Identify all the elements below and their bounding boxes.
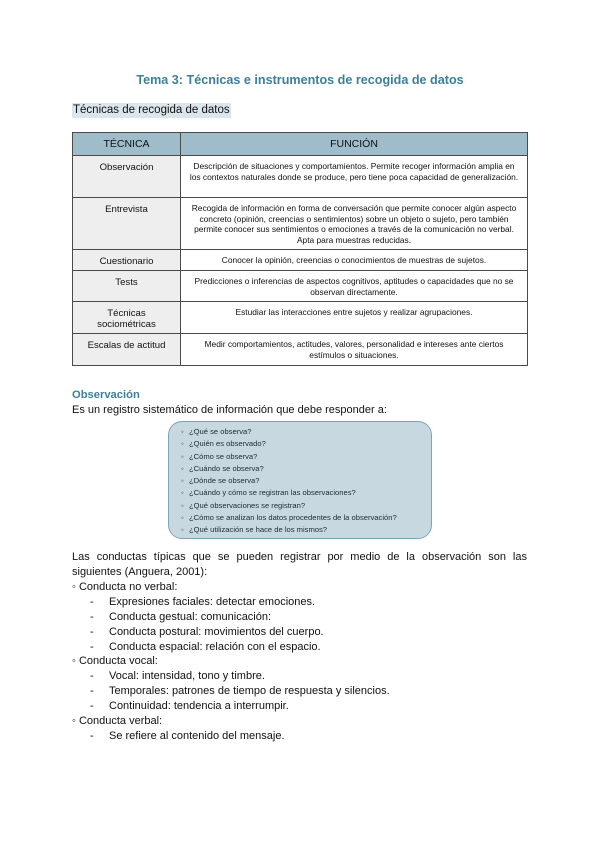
group-label: ◦ Conducta verbal:	[72, 715, 163, 728]
observacion-intro: Es un registro sistemático de información que debe responder a:	[72, 404, 387, 416]
section-subtitle: Técnicas de recogida de datos	[73, 104, 230, 116]
list-item: - Expresiones faciales: detectar emociones.	[90, 595, 316, 608]
list-item: - Temporales: patrones de tiempo de respuesta y silencios.	[90, 685, 390, 698]
table-row	[73, 156, 528, 198]
group-label: ◦ Conducta no verbal:	[72, 581, 178, 593]
bullet-icon: ◦	[181, 427, 184, 436]
page-title: Tema 3: Técnicas e instrumentos de recogida de datos	[136, 73, 464, 87]
table-row	[73, 198, 528, 250]
bullet-icon: ◦	[181, 500, 184, 510]
list-item: ◦ ¿Cómo se analizan los datos procedentes de la observación?	[181, 512, 431, 524]
cell-funcion: Estudiar las interacciones entre sujetos y realizar agrupaciones.	[181, 302, 528, 334]
table-row	[73, 334, 528, 366]
cell-tecnica: Escalas de actitud	[73, 334, 181, 366]
dash-icon: -	[90, 625, 94, 638]
dash-icon: -	[90, 700, 94, 713]
table-row	[73, 271, 528, 302]
bullet-icon: ◦	[181, 439, 184, 449]
cell-tecnica: Entrevista	[73, 198, 181, 250]
table-header-row	[73, 133, 528, 156]
list-item: ◦ ¿Qué utilización se hace de los mismos?	[181, 524, 431, 536]
dash-icon: -	[90, 729, 94, 742]
cell-funcion: Medir comportamientos, actitudes, valores, personalidad e intereses ante ciertos estímulos o situaciones.	[181, 334, 528, 366]
list-item: - Conducta postural: movimientos del cuerpo.	[90, 625, 324, 638]
list-item: ◦ ¿Qué se observa?	[181, 426, 431, 438]
bullet-icon: ◦	[181, 513, 184, 523]
list-item: ◦ ¿Cuándo y cómo se registran las observaciones?	[181, 487, 431, 499]
table-row	[73, 302, 528, 334]
list-item: - Vocal: intensidad, tono y timbre.	[90, 670, 265, 683]
list-item: - Conducta gestual: comunicación:	[90, 610, 272, 623]
dash-icon: -	[90, 640, 94, 653]
list-item: ◦ ¿Cuándo se observa?	[181, 463, 431, 475]
techniques-table	[72, 132, 528, 366]
questions-box	[168, 421, 432, 539]
list-item: ◦ ¿Qué observaciones se registran?	[181, 500, 431, 512]
header-funcion: FUNCIÓN	[181, 133, 528, 156]
cell-tecnica: Observación	[73, 156, 181, 198]
list-item: - Se refiere al contenido del mensaje.	[90, 729, 285, 742]
dash-icon: -	[90, 685, 94, 698]
cell-tecnica: Técnicas sociométricas	[73, 302, 181, 334]
dash-icon: -	[90, 610, 94, 623]
conductas-list	[72, 580, 532, 744]
cell-tecnica: Cuestionario	[73, 250, 181, 271]
list-item: - Continuidad: tendencia a interrumpir.	[90, 700, 289, 713]
cell-funcion: Predicciones o inferencias de aspectos cognitivos, aptitudes o capacidades que no se observan directamente.	[181, 271, 528, 302]
cell-tecnica: Tests	[73, 271, 181, 302]
dash-icon: -	[90, 670, 94, 683]
bullet-icon: ◦	[181, 525, 184, 535]
conductas-paragraph: Las conductas típicas que se pueden registrar por medio de la observación son las siguientes (Anguera, 2001):	[72, 551, 527, 578]
observacion-heading: Observación	[72, 389, 140, 401]
header-tecnica: TÉCNICA	[73, 133, 181, 156]
list-item: ◦ ¿Quién es observado?	[181, 438, 431, 450]
list-item: - Conducta espacial: relación con el espacio.	[90, 640, 321, 653]
dash-icon: -	[90, 595, 94, 608]
table-row	[73, 250, 528, 271]
cell-funcion: Descripción de situaciones y comportamientos. Permite recoger información amplia en los contextos naturales donde se produce, pero tiene poca capacidad de generalización.	[181, 156, 528, 198]
group-label: ◦ Conducta vocal:	[72, 655, 158, 668]
bullet-icon: ◦	[181, 476, 184, 486]
bullet-icon: ◦	[181, 463, 184, 473]
list-item: ◦ ¿Dónde se observa?	[181, 475, 431, 487]
bullet-icon: ◦	[181, 451, 184, 461]
cell-funcion: Recogida de información en forma de conversación que permite conocer algún aspecto concreto (opinión, creencias o sentimientos) sobre un objeto o sujeto, pero también permite conocer sus sentimientos o emociones a través de la comunicación no verbal. Apta para muestras reducidas.	[181, 198, 528, 250]
bullet-icon: ◦	[181, 488, 184, 498]
cell-funcion: Conocer la opinión, creencias o conocimientos de muestras de sujetos.	[181, 250, 528, 271]
list-item: ◦ ¿Cómo se observa?	[181, 451, 431, 463]
